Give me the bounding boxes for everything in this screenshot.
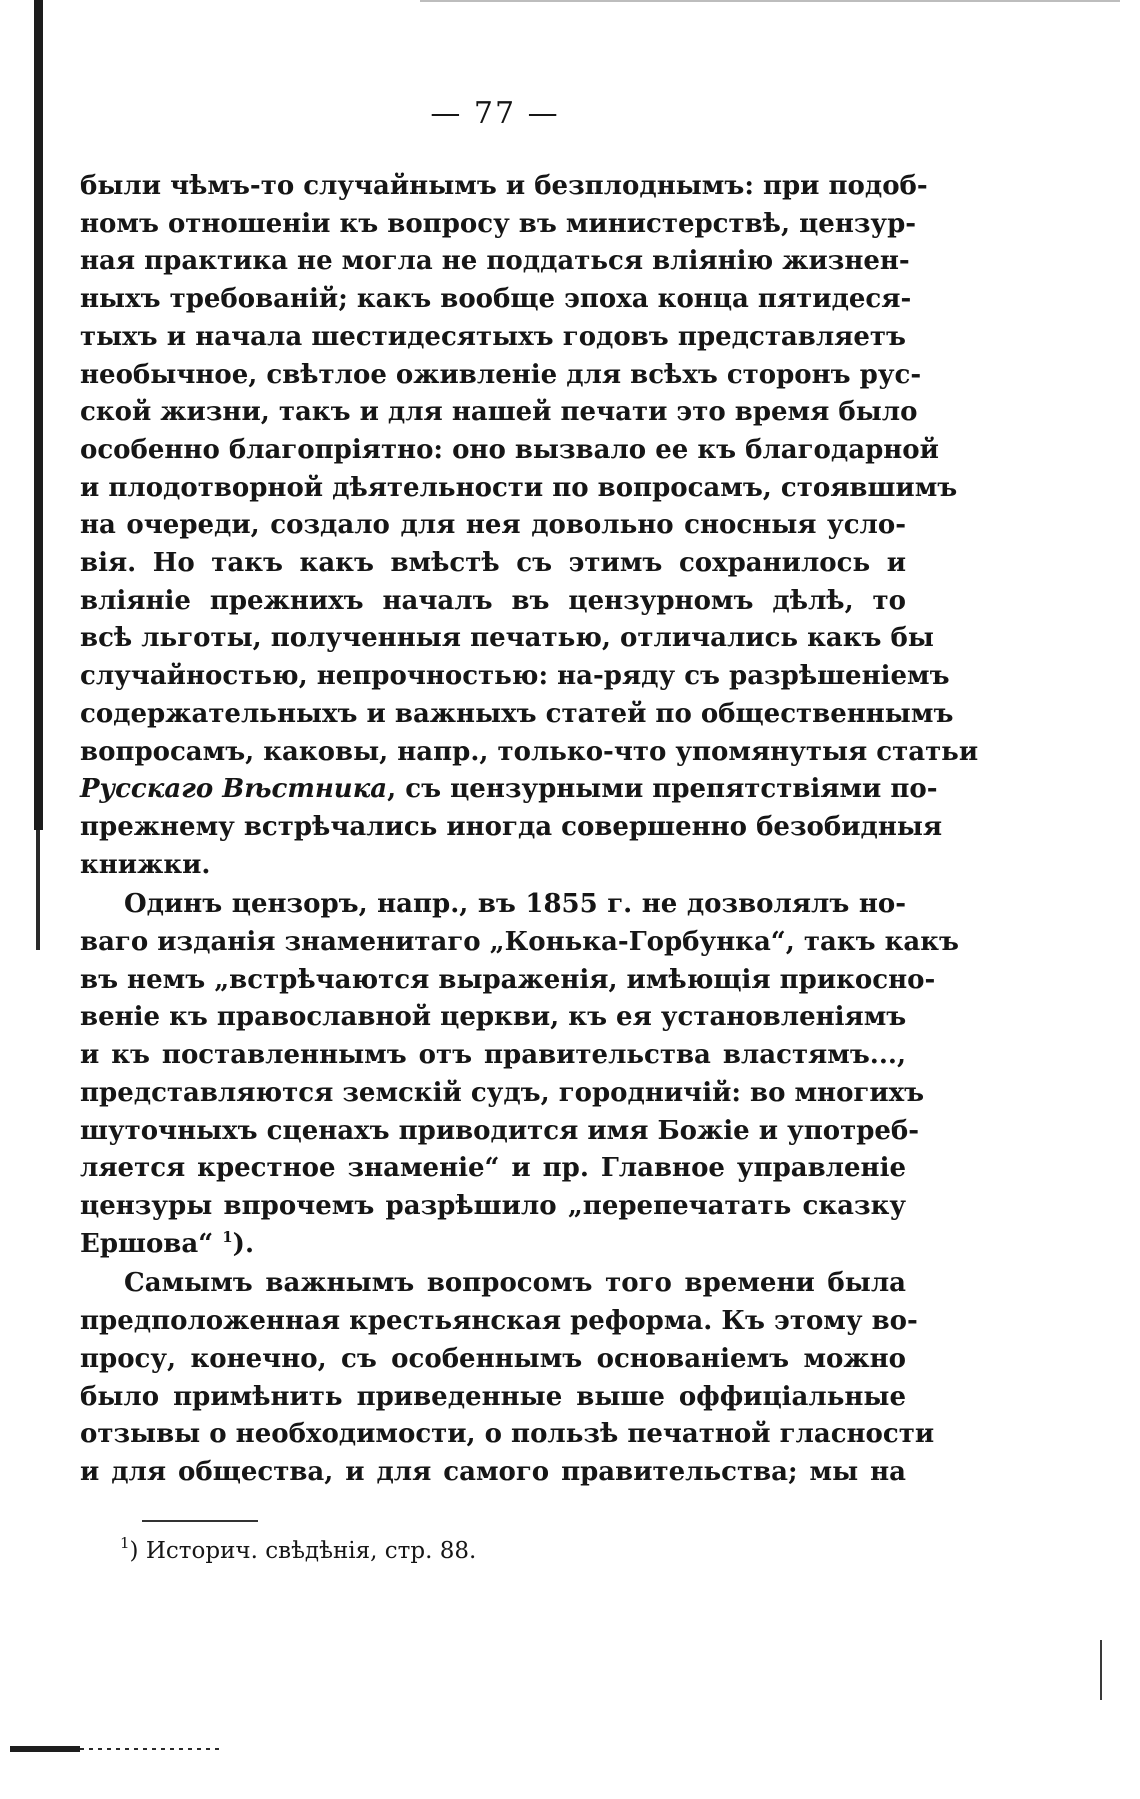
footnote-divider (142, 1520, 258, 1522)
scan-binding-edge-lower (36, 830, 40, 950)
text-line: вліяніе прежнихъ началъ въ цензурномъ дѣлѣ, то (80, 585, 906, 616)
text-line: въ немъ „встрѣчаются выраженія, имѣющія прикосно- (80, 964, 936, 995)
text-line: Самымъ важнымъ вопросомъ того времени была (124, 1268, 906, 1299)
text-line: шуточныхъ сценахъ приводится имя Божіе и употреб- (80, 1115, 920, 1146)
text-line: случайностью, непрочностью: на-ряду съ разрѣшеніемъ (80, 661, 950, 692)
text-line-with-italic (80, 771, 938, 809)
text-line-start: Ершова“ (80, 1228, 223, 1259)
text-line: особенно благопріятно: оно вызвало ее къ благодарной (80, 434, 939, 465)
page-body (80, 168, 979, 1492)
footnote-text: Историч. свѣдѣнія, стр. 88. (138, 1538, 477, 1564)
text-line: и для общества, и для самого правительства; мы на (80, 1456, 906, 1487)
text-line: цензуры впрочемъ разрѣшило „перепечатать сказку (80, 1190, 906, 1221)
text-line: отзывы о необходимости, о пользѣ печатной гласности (80, 1419, 935, 1450)
journal-title-italic: Русскаго Вѣстника (80, 774, 388, 805)
footnote-reference[interactable]: 1 (222, 1227, 233, 1246)
paragraph-3 (80, 1265, 935, 1491)
text-line: предположенная крестьянская реформа. Къ этому во- (80, 1306, 918, 1337)
text-line: ная практика не могла не поддаться вліянію жизнен- (80, 246, 910, 277)
scan-right-mark (1100, 1640, 1102, 1700)
footnote-marker-close: ) (129, 1538, 139, 1564)
text-line: номъ отношеніи къ вопросу въ министерствѣ, цензур- (80, 208, 917, 239)
text-line: содержательныхъ и важныхъ статей по общественнымъ (80, 698, 954, 729)
text-line: Одинъ цензоръ, напр., въ 1855 г. не дозволялъ но- (124, 889, 906, 920)
text-line: книжки. (80, 849, 211, 880)
text-line: вія. Но такъ какъ вмѣстѣ съ этимъ сохранилось и (80, 548, 906, 579)
text-line: ныхъ требованій; какъ вообще эпоха конца пятидеся- (80, 284, 912, 315)
text-line: всѣ льготы, полученныя печатью, отличались какъ бы (80, 623, 934, 654)
scan-top-rule (420, 0, 1120, 2)
text-line: на очереди, создало для нея довольно сносныя усло- (80, 510, 906, 541)
text-line: тыхъ и начала шестидесятыхъ годовъ представляетъ (80, 321, 906, 352)
scan-bottom-dots (80, 1748, 220, 1750)
scan-bottom-smudge (10, 1746, 80, 1752)
text-line: представляются земскій судъ, городничій: во многихъ (80, 1077, 925, 1108)
text-line: ской жизни, такъ и для нашей печати это время было (80, 397, 918, 428)
text-line: вопросамъ, каковы, напр., только-что упомянутыя статьи (80, 736, 979, 767)
text-line-with-footnote-ref (80, 1226, 906, 1264)
paragraph-1 (80, 168, 979, 884)
text-line: и плодотворной дѣятельности по вопросамъ, стоявшимъ (80, 472, 958, 503)
text-line: было примѣнить приведенные выше оффиціальные (80, 1381, 906, 1412)
text-line: прежнему встрѣчались иногда совершенно безобидныя (80, 811, 943, 842)
footnote (120, 1534, 477, 1564)
page-number: — 77 — (430, 96, 560, 131)
text-line: просу, конечно, съ особеннымъ основаніемъ можно (80, 1343, 906, 1374)
text-line: ваго изданія знаменитаго „Конька-Горбунка“, такъ какъ (80, 927, 959, 958)
paragraph-2 (80, 886, 959, 1263)
text-line-end: ). (232, 1228, 254, 1259)
text-line: веніе къ православной церкви, къ ея установленіямъ (80, 1002, 907, 1033)
text-line: ляется крестное знаменіе“ и пр. Главное управленіе (80, 1153, 906, 1184)
text-line-rest: , съ цензурными препятствіями по- (387, 774, 938, 805)
text-line: необычное, свѣтлое оживленіе для всѣхъ сторонъ рус- (80, 359, 922, 390)
text-line: были чѣмъ-то случайнымъ и безплоднымъ: при подоб- (80, 171, 928, 201)
text-line: и къ поставленнымъ отъ правительства властямъ..., (80, 1040, 906, 1071)
footnote-marker: 1 (120, 1534, 130, 1552)
